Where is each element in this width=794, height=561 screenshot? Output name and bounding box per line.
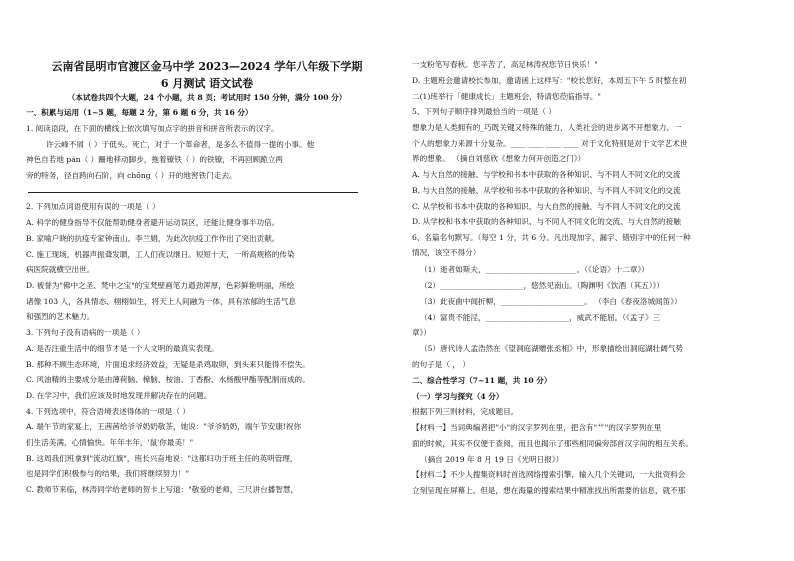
right-text-line: （4）富贵不能淫，______________________，威武不能屈。（《孟子》三 bbox=[420, 313, 661, 322]
right-text-line: 界的想象。 （摘自刘慈欣《想象力何开创造之门》） bbox=[412, 154, 586, 163]
right-text-line: （1）逝者如斯夫，________________________。（《论语》十二章》） bbox=[420, 265, 649, 274]
right-text-line: 个人的想象力来源十分复杂。____ ____ ____ ____ 对于文化特别是对于文学艺术世 bbox=[412, 139, 688, 148]
right-text-line: 立刻呈现在屏幕上。但是，想在海量的搜索结果中精准找出所需要的信息，就不那 bbox=[412, 486, 686, 495]
right-text-line: 5、下列句子顺序排列最恰当的一项是（ ） bbox=[412, 107, 556, 116]
right-text-line: 一支粉笔写春秋。您辛苦了，高足林涛祝您节日快乐！" bbox=[412, 60, 598, 69]
right-text-line: 【材料一】当词典编者把"小"的汉字罗列在里，把含有"艹"的汉字罗列在里 bbox=[412, 423, 662, 432]
left-text-line: 旁的特务，径自跨向石阶，向 chōng（ ）开的地窖铁门走去。 bbox=[26, 171, 237, 180]
right-text-line: D. 主题班会邀请校长参加，邀请函上这样写："校长您好，本周五下午 5 时整在初 bbox=[412, 76, 687, 85]
right-text-line: A. 与大自然的接触、与学校和书本中获取的各种知识、与不同人不同文化的交流 bbox=[412, 170, 681, 179]
left-text-line: 诸像 103 人，各具情态、栩栩如生，将天上人间融为一体，具有浓郁的生活气息 bbox=[26, 297, 296, 306]
right-text-line: 情况，该空不得分） bbox=[412, 248, 481, 257]
right-text-line: 面的时候，其实不仅便于查阅，而且也揭示了那些相同偏旁部首汉字间的相互关系。 bbox=[412, 439, 693, 448]
left-text-line: A. 科学的健身指导不仅能帮助健身者避开运动误区，还能让健身事半功倍。 bbox=[26, 218, 280, 227]
right-text-line: 想象力是人类拥有的_巧既关键又特殊的能力，人类社会的进步离不开想象力。一 bbox=[412, 123, 682, 132]
left-text-line: C. 施工现场，机器声振聋发聩，工人们夜以继日。短短十天，一所高规格的传染 bbox=[26, 250, 295, 259]
left-text-line: 和强烈的艺术魅力。 bbox=[26, 312, 95, 321]
right-text-line: B. 与大自然的接触、从学校和书本中获取的各种知识、与不同人不同文化的交流 bbox=[412, 186, 681, 195]
left-text-line: C. 风油精的主要成分是由薄荷脑、樟脑、桉油、丁香酚、水杨酸甲酯等配制而成的。 bbox=[26, 375, 310, 384]
left-text-line: B. 那种不顾生态环境，片面追求经济效益，无疑是杀鸡取卵，到头来只能得不偿失。 bbox=[26, 360, 310, 369]
right-text-line: 章》） bbox=[412, 328, 431, 337]
right-text-line: （2）______________________，悠然见南山。（陶渊明《饮酒（其五）》） bbox=[420, 281, 665, 290]
left-text-line: D. 在学习中，我们应该及时地发现并解决存在的问题。 bbox=[26, 391, 212, 400]
left-text-line: 云南省昆明市官渡区金马中学 2023—2024 学年八年级下学期 bbox=[51, 60, 363, 73]
answer-rule bbox=[28, 192, 358, 193]
right-text-line: （一）学习与探究（4 分） bbox=[412, 392, 504, 401]
right-text-line: C. 从学校和书本中获取的各种知识、与大自然的接触、与不同人不同文化的交流 bbox=[412, 202, 681, 211]
left-text-line: 许云峰不屑（ ）于低头。死亡，对于一个革命者，是多么不值得一提的小事。他 bbox=[46, 140, 315, 149]
right-text-line: D. 从学校和书本中获取的各种知识、与不同人不同文化的交流、与大自然的接触 bbox=[412, 217, 681, 226]
right-text-line: 6、名篇名句默写。（每空 1 分，共 6 分。凡出现加字、漏字、错别字中的任何一种 bbox=[412, 233, 691, 242]
right-text-line: （3）此夜曲中闻折柳，______________________。 （李白《春夜洛城闻笛》） bbox=[420, 297, 682, 306]
right-text-line: 二、综合性学习（7~11 题，共 10 分） bbox=[412, 376, 552, 385]
right-text-line: （摘自 2019 年 8 月 19 日《光明日报》） bbox=[420, 455, 564, 464]
left-text-line: 4. 下列选项中，符合语境表述得体的一项是（ ） bbox=[26, 407, 190, 416]
left-text-line: 6 月测试 语文试卷 bbox=[160, 77, 254, 90]
right-text-line: 根据下列三则材料，完成题目。 bbox=[412, 407, 519, 416]
left-text-line: （本试卷共四个大题，24 个小题，共 8 页；考试用时 150 分钟，满分 100 分） bbox=[67, 93, 347, 102]
left-text-line: 1. 阅读语段，在下面的横线上依次填写加点字的拼音和拼音所表示的汉字。 bbox=[26, 124, 279, 133]
left-text-line: C. 教师节来临，林涛同学给老师的贺卡上写道："敬爱的老师，三尺讲台播智慧， bbox=[26, 485, 299, 494]
left-text-line: 病医院就横空出世。 bbox=[26, 265, 95, 274]
left-text-line: A. 端午节的家宴上，王茜茜给爷爷奶奶敬茶，她说："爷爷奶奶，端午节安康!祝你 bbox=[26, 422, 302, 431]
right-text-line: （5）唐代诗人孟浩然在《望洞庭湖赠张丞相》中，形象描绘出洞庭湖壮阔气势 bbox=[420, 344, 684, 353]
right-text-line: 二(1)班举行「健康成长」主题班会，特请您莅临指导。" bbox=[412, 92, 601, 101]
left-text-line: D. 被誉为"佛中之圣、梵中之宝"的宝梵壁画笔力遒劲浑厚，色彩鲜艳明丽，所绘 bbox=[26, 281, 295, 290]
right-text-line: 的句子是（ ， ） bbox=[412, 360, 470, 369]
left-text-line: 2. 下列加点词语使用有误的一项是（ ） bbox=[26, 202, 160, 211]
right-text-line: 【材料二】不少人搜集资料时首选网络搜索引擎，输入几个关键词，一大批资料会 bbox=[412, 470, 686, 479]
left-text-line: B. 这周我们班拿到"流动红旗"，班长兴奋地说："这都归功于班主任的英明管理， bbox=[26, 454, 298, 463]
left-text-line: A. 是否注重生活中的细节才是一个人文明的最真实表现。 bbox=[26, 344, 219, 353]
left-text-line: 神色自若地 pán（ ）跚地移动脚步，拖着镣铁（ ）的铁镣，不再回顾跪立两 bbox=[26, 155, 283, 164]
left-text-line: 一、积累与运用（1~5 题，每题 2 分，第 6 题 6 分，共 16 分） bbox=[26, 108, 253, 117]
left-text-line: B. 家喻户晓的抗疫专家钟南山、李兰娟，为此次抗疫工作作出了突出贡献。 bbox=[26, 234, 280, 243]
left-text-line: 们生活美满，心情愉快。年年丰年，'鼠'你最美！" bbox=[26, 438, 194, 447]
left-text-line: 也是同学们积极参与的结果，我们将继续努力！" bbox=[26, 469, 189, 478]
left-text-line: 3. 下列句子没有语病的一项是（ ） bbox=[26, 328, 145, 337]
